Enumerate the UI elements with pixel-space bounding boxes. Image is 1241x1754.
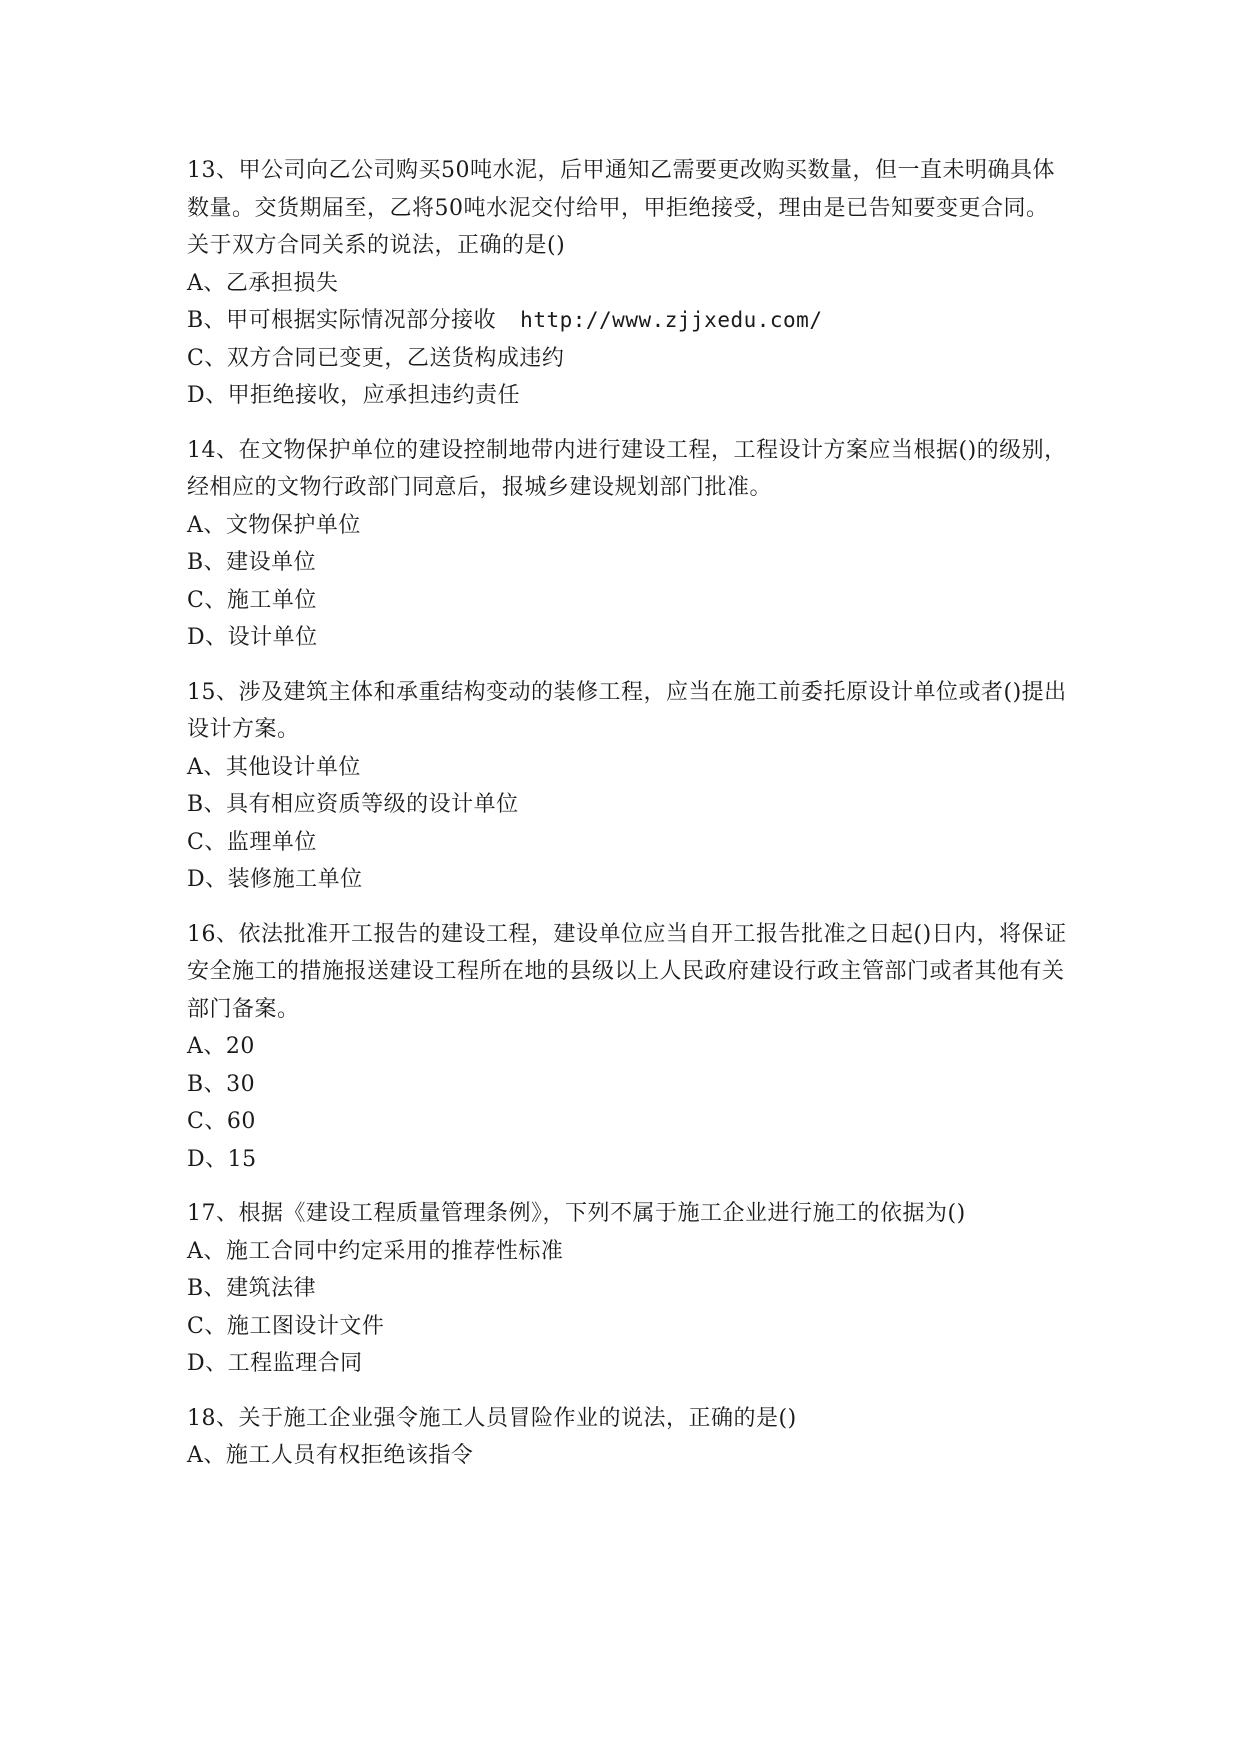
option-c: C、施工图设计文件 xyxy=(187,1313,385,1339)
option-a: A、文物保护单位 xyxy=(187,512,361,538)
option-b: B、建设单位 xyxy=(187,550,317,575)
option-a: A、施工合同中约定采用的推荐性标准 xyxy=(187,1238,564,1264)
question-stem: 17、根据《建设工程质量管理条例》，下列不属于施工企业进行施工的依据为() xyxy=(187,1201,966,1226)
option-d: D、设计单位 xyxy=(187,625,318,650)
question-16 xyxy=(187,916,1067,1179)
question-14 xyxy=(187,432,1067,657)
option-b: B、具有相应资质等级的设计单位 xyxy=(187,792,519,817)
option-c: C、监理单位 xyxy=(187,829,317,855)
option-b: B、建筑法律 xyxy=(187,1276,317,1301)
option-c: C、双方合同已变更，乙送货构成违约 xyxy=(187,345,565,371)
question-15 xyxy=(187,674,1067,899)
option-c: C、60 xyxy=(187,1109,256,1134)
question-stem: 15、涉及建筑主体和承重结构变动的装修工程，应当在施工前委托原设计单位或者()提出设计方案。 xyxy=(187,679,1067,742)
option-a: A、乙承担损失 xyxy=(187,270,339,296)
option-d: D、工程监理合同 xyxy=(187,1351,363,1376)
option-d: D、装修施工单位 xyxy=(187,867,363,892)
option-a: A、其他设计单位 xyxy=(187,754,361,780)
option-d: D、15 xyxy=(187,1146,257,1172)
question-17 xyxy=(187,1195,1067,1383)
question-18 xyxy=(187,1400,1067,1475)
question-stem: 16、依法批准开工报告的建设工程，建设单位应当自开工报告批准之日起()日内，将保证安全施工的措施报送建设工程所在地的县级以上人民政府建设行政主管部门或者其他有关部门备案。 xyxy=(187,921,1067,1022)
question-stem: 18、关于施工企业强令施工人员冒险作业的说法，正确的是() xyxy=(187,1405,797,1431)
question-stem: 14、在文物保护单位的建设控制地带内进行建设工程，工程设计方案应当根据()的级别，经相应的文物行政部门同意后，报城乡建设规划部门批准。 xyxy=(187,437,1067,500)
url-text: http://www.zjjxedu.com/ xyxy=(520,308,823,332)
option-b-text: B、甲可根据实际情况部分接收 xyxy=(187,308,497,333)
option-b: B、30 xyxy=(187,1071,256,1097)
question-list xyxy=(187,152,1067,1492)
option-a: A、施工人员有权拒绝该指令 xyxy=(187,1443,474,1468)
option-c: C、施工单位 xyxy=(187,587,317,613)
question-13 xyxy=(187,152,1067,415)
option-b xyxy=(187,302,1067,340)
option-d: D、甲拒绝接收，应承担违约责任 xyxy=(187,383,521,408)
question-stem: 13、甲公司向乙公司购买50吨水泥，后甲通知乙需要更改购买数量，但一直未明确具体数量。交货期届至，乙将50吨水泥交付给甲，甲拒绝接受，理由是已告知要变更合同。关于双方合同关系的说法，正确的是() xyxy=(187,158,1055,258)
option-a: A、20 xyxy=(187,1034,255,1059)
